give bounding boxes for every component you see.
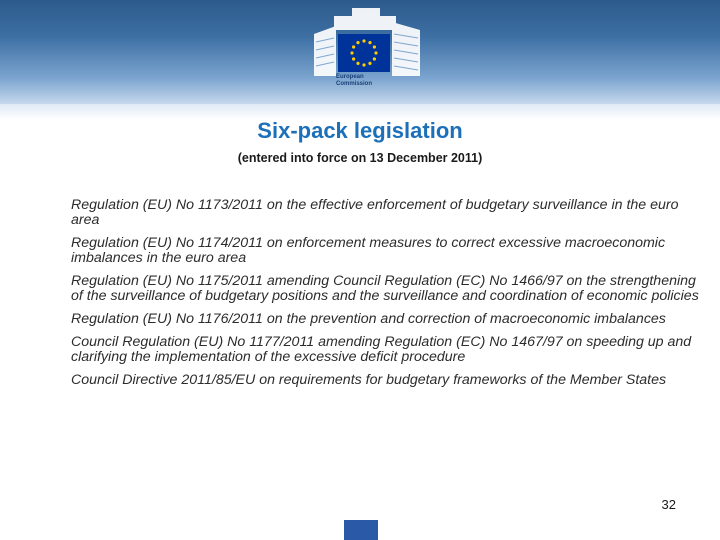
slide-subtitle: (entered into force on 13 December 2011) [237, 151, 483, 165]
list-item: Council Regulation (EU) No 1177/2011 amending Regulation (EC) No 1467/97 on speeding up and clarifying the implementation of the excessive deficit procedure [71, 334, 692, 365]
logo-caption [336, 74, 372, 88]
slide-title: Six-pack legislation [257, 118, 463, 143]
logo-caption-line1: European [336, 74, 364, 80]
page-number: 32 [661, 497, 676, 512]
list-item: Regulation (EU) No 1173/2011 on the effective enforcement of budgetary surveillance in the euro area [71, 197, 679, 228]
list-item: Regulation (EU) No 1175/2011 amending Council Regulation (EC) No 1466/97 on the strengthening of the surveillance of budgetary positions and the surveillance and coordination of economic policies [71, 273, 699, 304]
regulation-list [71, 198, 701, 396]
list-item: Regulation (EU) No 1176/2011 on the prevention and correction of macroeconomic imbalances [71, 311, 666, 327]
list-item: Council Directive 2011/85/EU on requirements for budgetary frameworks of the Member States [71, 372, 667, 388]
footer-flag [344, 520, 378, 540]
logo-caption-line2: Commission [336, 81, 373, 87]
list-item: Regulation (EU) No 1174/2011 on enforcement measures to correct excessive macroeconomic imbalances in the euro area [71, 235, 666, 266]
